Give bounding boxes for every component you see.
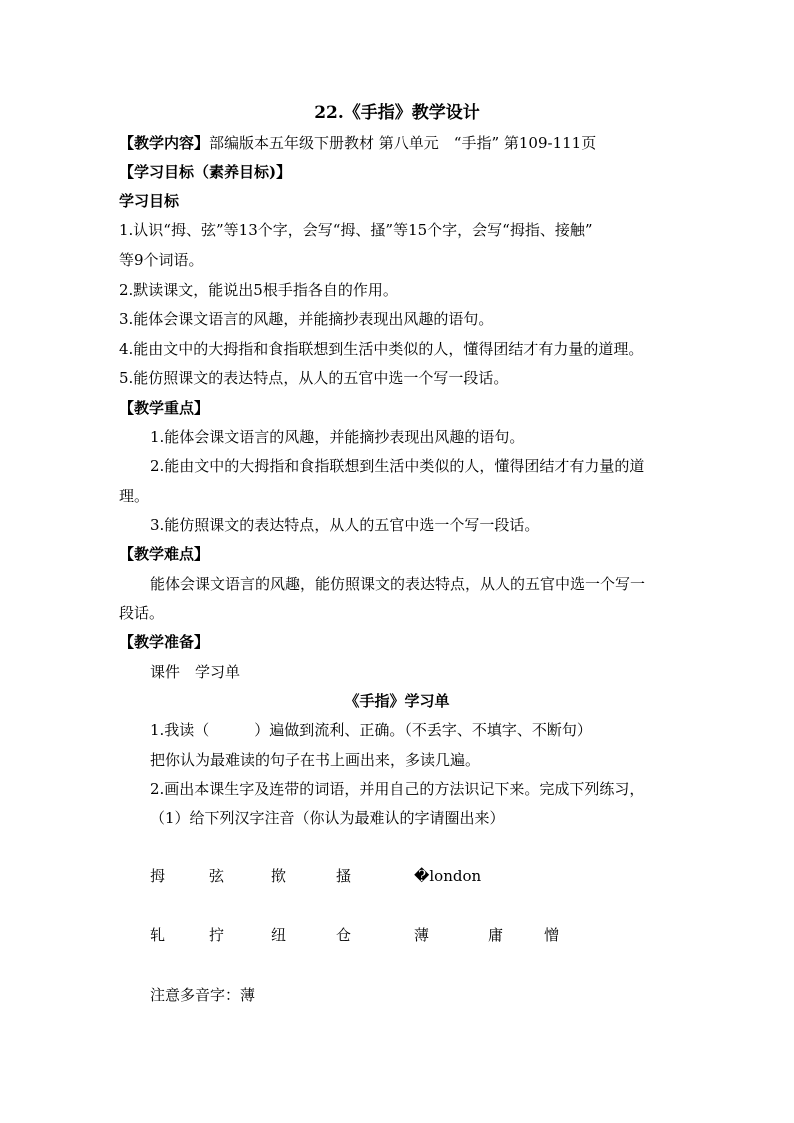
difficulties-heading: 【教学难点】: [119, 545, 210, 563]
worksheet-line: 1.我读（ ）遍做到流利、正确。（不丢字、不填字、不断句）: [150, 721, 592, 739]
worksheet-title: 《手指》学习单: [344, 692, 450, 710]
character: 拇: [150, 867, 166, 885]
character-row: [0, 925, 794, 947]
goal-item: 1.认识“拇、弦”等13个字，会写“拇、搔”等15个字，会写“拇指、接触”: [119, 221, 593, 239]
character: �london: [414, 867, 482, 885]
worksheet-line: （1）给下列汉字注音（你认为最难认的字请圈出来）: [150, 809, 505, 827]
key-point-item: 理。: [119, 487, 150, 505]
content-label: 【教学内容】: [119, 134, 210, 152]
goals-heading: 【学习目标（素养目标)】: [119, 163, 292, 181]
character: 纽: [271, 926, 287, 944]
key-point-item: 2.能由文中的大拇指和食指联想到生活中类似的人，懂得团结才有力量的道: [150, 457, 645, 475]
key-point-item: 3.能仿照课文的表达特点，从人的五官中选一个写一段话。: [150, 516, 540, 534]
character-row: [0, 866, 794, 888]
character: 庸: [488, 926, 504, 944]
document-title: 22.《手指》教学设计: [314, 103, 480, 123]
goals-subheading: 学习目标: [119, 192, 180, 210]
key-points-heading: 【教学重点】: [119, 399, 210, 417]
character: 揿: [271, 867, 287, 885]
character: 拧: [209, 926, 225, 944]
goal-item: 3.能体会课文语言的风趣，并能摘抄表现出风趣的语句。: [119, 310, 494, 328]
polyphone-note: 注意多音字：薄: [150, 986, 256, 1004]
character: 轧: [150, 926, 166, 944]
character: 憎: [544, 926, 560, 944]
goal-item: 4.能由文中的大拇指和食指联想到生活中类似的人，懂得团结才有力量的道理。: [119, 340, 644, 358]
content-text: 部编版本五年级下册教材 第八单元 “手指” 第109-111页: [209, 134, 597, 152]
content-line: [119, 133, 679, 153]
difficulty-item: 能体会课文语言的风趣，能仿照课文的表达特点，从人的五官中选一个写一: [150, 575, 646, 593]
character: 仓: [336, 926, 352, 944]
preparation-heading: 【教学准备】: [119, 633, 210, 651]
key-point-item: 1.能体会课文语言的风趣，并能摘抄表现出风趣的语句。: [150, 428, 525, 446]
character: 搔: [336, 867, 352, 885]
goal-item: 5.能仿照课文的表达特点，从人的五官中选一个写一段话。: [119, 369, 509, 387]
difficulty-item: 段话。: [119, 604, 165, 622]
character: 薄: [414, 926, 430, 944]
goal-item: 2.默读课文，能说出5根手指各自的作用。: [119, 281, 398, 299]
goal-item: 等9个词语。: [119, 251, 204, 269]
preparation-text: 课件 学习单: [150, 663, 241, 681]
worksheet-line: 2.画出本课生字及连带的词语，并用自己的方法识记下来。完成下列练习，: [150, 780, 645, 798]
worksheet-line: 把你认为最难读的句子在书上画出来，多读几遍。: [150, 751, 481, 769]
character: 弦: [209, 867, 225, 885]
